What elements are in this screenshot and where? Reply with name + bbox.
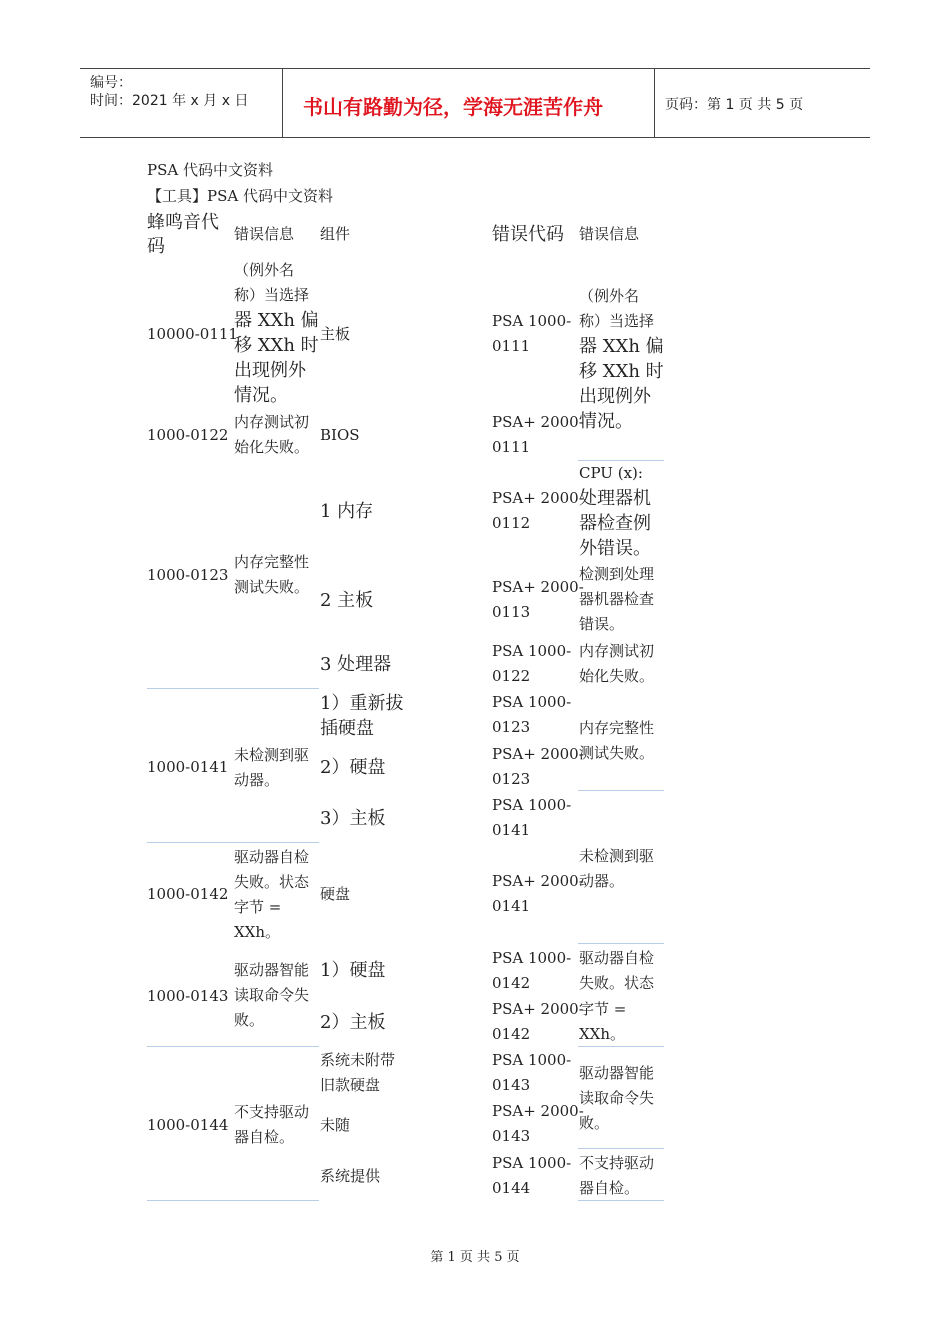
component-cell: 插硬盘 <box>320 718 374 739</box>
number-label: 编号： <box>90 75 132 91</box>
error-message-line: 读取命令失 <box>579 1089 655 1107</box>
error-code-cell: 0113 <box>492 603 531 621</box>
beep-code-cell: 1000-0143 <box>147 987 229 1005</box>
error-message-line: 外错误。 <box>579 538 651 559</box>
header-meta-cell <box>80 69 283 137</box>
beep-code-cell: 1000-0141 <box>147 758 229 776</box>
row-divider <box>147 1046 319 1047</box>
component-cell: 3 处理器 <box>320 654 392 675</box>
row-divider <box>147 1200 319 1201</box>
doc-title: PSA 代码中文资料 <box>147 161 273 179</box>
error-code-cell: PSA 1000- <box>492 949 572 967</box>
error-message-line: （例外名 <box>579 287 640 305</box>
error-message-line: 器自检。 <box>234 1128 295 1146</box>
row-divider <box>578 460 664 461</box>
header-motto-cell <box>283 69 655 137</box>
error-code-cell: 0143 <box>492 1127 531 1145</box>
error-message-line: 驱动器智能 <box>234 961 310 979</box>
component-cell: 旧款硬盘 <box>320 1076 381 1094</box>
error-message-line: 器 XXh 偏 <box>579 336 664 357</box>
error-message-line: 移 XXh 时 <box>234 335 319 356</box>
error-message-line: 检测到处理 <box>579 565 655 583</box>
header-error-info-right: 错误信息 <box>579 225 640 243</box>
error-message-line: 驱动器自检 <box>234 848 310 866</box>
error-message-line: 处理器机 <box>579 488 651 509</box>
error-message-line: 失败。状态 <box>234 873 310 891</box>
component-cell: 硬盘 <box>320 885 351 903</box>
error-message-line: 内存测试初 <box>579 642 655 660</box>
component-cell: 2 主板 <box>320 590 374 611</box>
motto: 书山有路勤为径，学海无涯苦作舟 <box>303 95 603 119</box>
error-message-line: 未检测到驱 <box>234 746 310 764</box>
error-message-line: 失败。状态 <box>579 974 655 992</box>
error-code-cell: PSA 1000- <box>492 642 572 660</box>
error-message-line: 败。 <box>234 1011 265 1029</box>
error-message-line: 器检查例 <box>579 513 651 534</box>
error-message-line: 情况。 <box>579 411 633 432</box>
error-message-line: 内存完整性 <box>579 719 655 737</box>
page-label: 页码：第 1 页 共 5 页 <box>665 97 804 113</box>
error-code-cell: PSA+ 2000- <box>492 872 584 890</box>
error-message-line: 测试失败。 <box>234 578 310 596</box>
beep-code-cell: 1000-0123 <box>147 566 229 584</box>
error-message-line: 器自检。 <box>579 1179 640 1197</box>
header-page-cell <box>655 69 870 137</box>
beep-code-cell: 10000-0111 <box>147 325 238 343</box>
error-code-cell: 0111 <box>492 337 531 355</box>
error-code-cell: PSA+ 2000- <box>492 489 584 507</box>
header-error-code: 错误代码 <box>492 224 564 245</box>
error-message-line: 移 XXh 时 <box>579 361 664 382</box>
error-code-cell: 0141 <box>492 821 531 839</box>
component-cell: 未随 <box>320 1116 351 1134</box>
beep-code-cell: 1000-0122 <box>147 426 229 444</box>
header-beep-code-2: 码 <box>147 236 165 257</box>
header-error-info: 错误信息 <box>234 225 295 243</box>
error-code-cell: PSA+ 2000- <box>492 578 584 596</box>
error-message-line: 未检测到驱 <box>579 847 655 865</box>
error-code-cell: 0111 <box>492 438 531 456</box>
row-divider <box>578 1046 664 1047</box>
row-divider <box>578 943 664 944</box>
component-cell: 1）硬盘 <box>320 960 386 981</box>
error-message-line: 字节 = <box>579 1000 627 1018</box>
error-message-line: （例外名 <box>234 261 295 279</box>
component-cell: 2）主板 <box>320 1012 386 1033</box>
error-code-cell: 0112 <box>492 514 531 532</box>
error-code-cell: 0143 <box>492 1076 531 1094</box>
error-message-line: CPU (x): <box>579 464 643 482</box>
row-divider <box>578 1148 664 1149</box>
component-cell: 1 内存 <box>320 501 374 522</box>
error-code-cell: 0141 <box>492 897 531 915</box>
beep-code-cell: 1000-0144 <box>147 1116 229 1134</box>
error-message-line: 情况。 <box>234 385 288 406</box>
error-message-line: 不支持驱动 <box>579 1154 655 1172</box>
error-code-cell: PSA 1000- <box>492 1051 572 1069</box>
error-message-line: 器机器检查 <box>579 590 655 608</box>
component-cell: BIOS <box>320 426 360 444</box>
component-cell: 1）重新拔 <box>320 693 404 714</box>
doc-subtitle: 【工具】PSA 代码中文资料 <box>147 187 333 205</box>
error-message-line: 出现例外 <box>234 360 306 381</box>
error-code-cell: PSA+ 2000- <box>492 1000 584 1018</box>
error-message-line: 动器。 <box>234 771 280 789</box>
error-code-cell: 0142 <box>492 974 531 992</box>
header-component: 组件 <box>320 225 351 243</box>
error-message-line: 错误。 <box>579 615 625 633</box>
error-message-line: 测试失败。 <box>579 744 655 762</box>
error-message-line: 驱动器自检 <box>579 949 655 967</box>
error-code-cell: 0144 <box>492 1179 531 1197</box>
component-cell: 3）主板 <box>320 808 386 829</box>
component-cell: 系统提供 <box>320 1167 381 1185</box>
error-code-cell: 0122 <box>492 667 531 685</box>
error-code-cell: PSA+ 2000- <box>492 1102 584 1120</box>
error-message-line: 读取命令失 <box>234 986 310 1004</box>
row-divider <box>147 688 319 689</box>
error-code-cell: PSA 1000- <box>492 693 572 711</box>
error-message-line: 器 XXh 偏 <box>234 310 319 331</box>
error-message-line: 败。 <box>579 1114 610 1132</box>
error-message-line: 始化失败。 <box>579 667 655 685</box>
header-beep-code: 蜂鸣音代 <box>147 212 219 233</box>
error-message-line: XXh。 <box>579 1025 626 1043</box>
row-divider <box>147 842 319 843</box>
component-cell: 系统未附带 <box>320 1051 396 1069</box>
error-message-line: 出现例外 <box>579 386 651 407</box>
beep-code-cell: 1000-0142 <box>147 885 229 903</box>
row-divider <box>578 1200 664 1201</box>
error-code-cell: 0142 <box>492 1025 531 1043</box>
error-message-line: 不支持驱动 <box>234 1103 310 1121</box>
error-code-cell: 0123 <box>492 770 531 788</box>
error-code-cell: PSA 1000- <box>492 1154 572 1172</box>
component-cell: 2）硬盘 <box>320 757 386 778</box>
row-divider <box>578 790 664 791</box>
error-message-line: 内存完整性 <box>234 553 310 571</box>
error-message-line: 字节 = <box>234 898 282 916</box>
error-message-line: 始化失败。 <box>234 438 310 456</box>
page-footer: 第 1 页 共 5 页 <box>430 1250 520 1265</box>
error-message-line: 驱动器智能 <box>579 1064 655 1082</box>
error-message-line: 称）当选择 <box>579 312 655 330</box>
error-code-cell: 0123 <box>492 718 531 736</box>
error-code-cell: PSA+ 2000- <box>492 745 584 763</box>
error-code-cell: PSA 1000- <box>492 796 572 814</box>
time-label: 时间：2021 年 x 月 x 日 <box>90 93 249 109</box>
error-message-line: 动器。 <box>579 872 625 890</box>
error-message-line: 称）当选择 <box>234 286 310 304</box>
error-code-cell: PSA 1000- <box>492 312 572 330</box>
error-message-line: 内存测试初 <box>234 413 310 431</box>
document-header <box>80 68 870 138</box>
error-message-line: XXh。 <box>234 923 281 941</box>
component-cell: 主板 <box>320 325 351 343</box>
error-code-cell: PSA+ 2000- <box>492 413 584 431</box>
